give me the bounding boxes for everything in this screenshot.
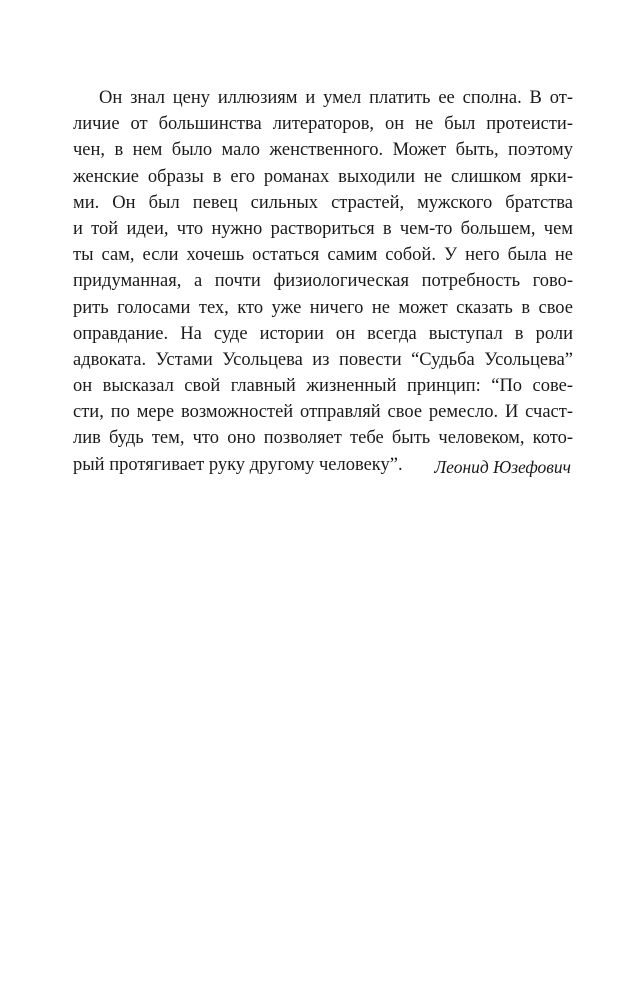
paragraph-line: придуманная, а почти физиологическая потребность гово- [73,271,573,292]
paragraph-line: он высказал свой главный жизненный принцип: “По сове- [73,376,573,397]
body-paragraph [73,85,573,478]
paragraph-line: адвоката. Устами Усольцева из повести “Судьба Усольцева” [73,349,573,370]
paragraph-line: чен, в нем было мало женственного. Может быть, поэтому [73,140,573,161]
paragraph-line: ми. Он был певец сильных страстей, мужского братства [73,192,573,213]
paragraph-line: оправдание. На суде истории он всегда выступал в роли [73,323,573,344]
paragraph-line: сти, по мере возможностей отправляй свое ремесло. И счаст- [73,402,573,423]
paragraph-line: рить голосами тех, кто уже ничего не может сказать в свое [73,297,573,318]
paragraph-line: лив будь тем, что оно позволяет тебе быть человеком, кото- [73,428,573,449]
author-signature: Леонид Юзефович [434,457,571,477]
paragraph-line: ты сам, если хочешь остаться самим собой. У него была не [73,245,573,266]
paragraph-line: женские образы в его романах выходили не слишком ярки- [73,166,573,187]
paragraph-line: личие от большинства литераторов, он не был протеисти- [73,114,573,135]
paragraph-line: и той идеи, что нужно раствориться в чем-то большем, чем [73,218,573,239]
paragraph-line: Он знал цену иллюзиям и умел платить ее сполна. В от- [99,88,573,108]
paragraph-line: рый протягивает руку другому человеку”. [73,454,403,475]
